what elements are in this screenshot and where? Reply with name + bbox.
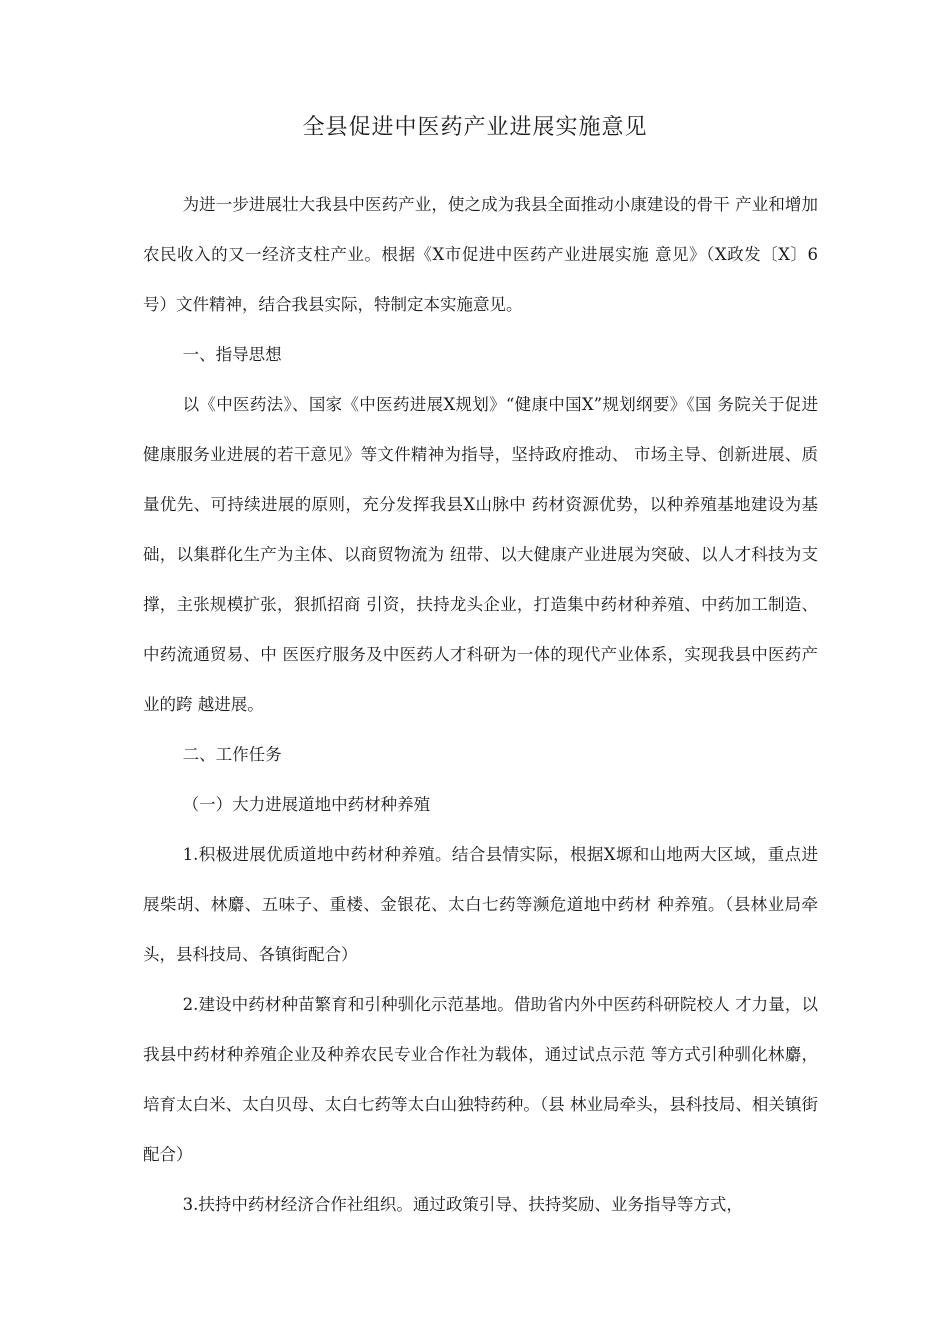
document-title: 全县促进中医药产业进展实施意见 [302,115,648,140]
section-heading-guiding-thought: 一、指导思想 [182,345,282,364]
subsection-heading-cultivation: （一）大力进展道地中药材种养殖 [182,795,431,814]
task-paragraph-2: 2.建设中药材种苗繁育和引种驯化示范基地。借助省内外中医药科研院校人 才力量，以我县中药材种养殖企业及种养农民专业合作社为载体，通过试点示范 等方式引种驯化林麝，培育太白米、太白贝母、太白七药等太白山独特药种。（县 林业局牵头，县科技局、相关镇街配合） [143,995,818,1164]
task-paragraph-3: 3.扶持中药材经济合作社组织。通过政策引导、扶持奖励、业务指导等方式， [182,1195,743,1214]
document-body [143,180,818,1230]
task-paragraph-1: 1.积极进展优质道地中药材种养殖。结合县情实际，根据X塬和山地两大区域，重点进展柴胡、林麝、五味子、重楼、金银花、太白七药等濒危道地中药材 种养殖。（县林业局牵头，县科技局、各镇街配合） [143,845,818,964]
guiding-thought-paragraph: 以《中医药法》、国家《中医药进展X规划》“健康中国X”规划纲要》《国 务院关于促进健康服务业进展的若干意见》等文件精神为指导，坚持政府推动、 市场主导、创新进展、质量优先、可持续进展的原则，充分发挥我县X山脉中 药材资源优势，以种养殖基地建设为基础，以集群化生产为主体、以商贸物流为 纽带、以大健康产业进展为突破、以人才科技为支撑，主张规模扩张，狠抓招商 引资，扶持龙头企业，打造集中药材种养殖、中药加工制造、中药流通贸易、中 医医疗服务及中医药人才科研为一体的现代产业体系，实现我县中医药产业的跨 越进展。 [143,395,818,714]
intro-paragraph: 为进一步进展壮大我县中医药产业，使之成为我县全面推动小康建设的骨干 产业和增加农民收入的又一经济支柱产业。根据《X市促进中医药产业进展实施 意见》（X政发〔X〕6号）文件精神，结合我县实际，特制定本实施意见。 [143,195,818,314]
section-heading-work-tasks: 二、工作任务 [182,745,282,764]
